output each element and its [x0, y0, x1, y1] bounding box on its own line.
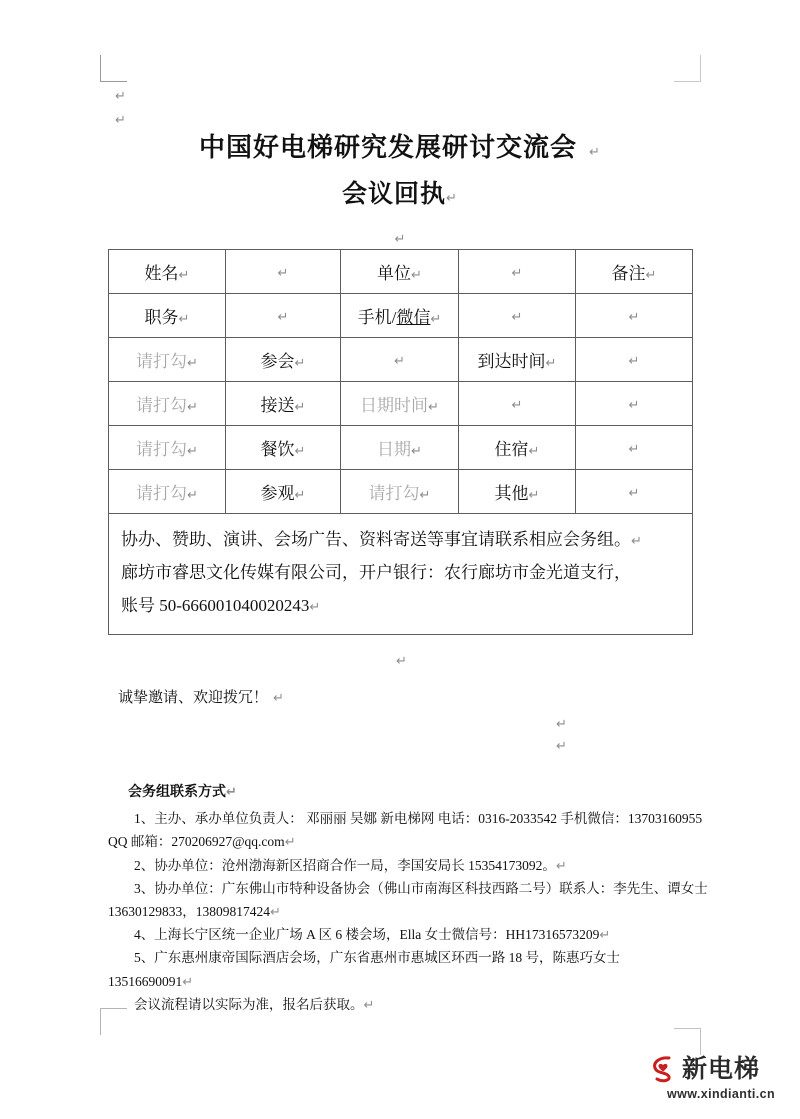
paragraph-mark: ↵: [430, 312, 442, 327]
contact-item: [108, 854, 708, 877]
cell-text: 职务: [144, 308, 179, 327]
paragraph-mark: ↵: [187, 488, 198, 503]
cell-attend-label[interactable]: [226, 338, 341, 382]
cell-accommodation-label[interactable]: [459, 426, 576, 470]
paragraph-mark: ↵: [187, 444, 198, 459]
paragraph-mark: ↵: [556, 717, 567, 732]
paragraph-mark: ↵: [115, 113, 126, 128]
cell-text: 餐饮: [260, 440, 295, 459]
contact-item-text: 3、协办单位：广东佛山市特种设备协会（佛山市南海区科技西路二号）联系人：李先生、谭女士 13630129833，13809817424: [108, 880, 708, 919]
cell-text: 请打勾: [136, 396, 188, 415]
paragraph-mark: ↵: [628, 485, 640, 501]
contact-item: [108, 946, 708, 992]
spacer-paragraph: [396, 652, 407, 670]
paragraph-mark: ↵: [556, 739, 567, 754]
cell-text: 参会: [260, 352, 295, 371]
cell-attend-checkbox[interactable]: [109, 338, 226, 382]
footer-line-text: 廊坊市睿思文化传媒有限公司，开户银行：农行廊坊市金光道支行，: [121, 563, 631, 583]
paragraph-mark: ↵: [273, 691, 284, 706]
cell-visit-checkbox-hint[interactable]: [341, 470, 459, 514]
paragraph-mark: ↵: [446, 191, 458, 207]
crop-mark-top-left: [100, 55, 127, 82]
spacer-paragraph: [0, 230, 800, 248]
contact-item-text: 2、协办单位：沧州渤海新区招商合作一局，李国安局长 15354173092。: [134, 857, 556, 873]
paragraph-mark: ↵: [394, 353, 405, 369]
cell-text: 单位: [377, 264, 412, 283]
cell-text: 其他: [494, 484, 529, 503]
contact-item-text: 5、广东惠州康帝国际酒店会场，广东省惠州市惠城区环西一路 18 号，陈惠巧女士 13516690091: [108, 950, 620, 989]
brand-url: www.xindianti.cn: [666, 1087, 776, 1101]
contacts-heading: [128, 781, 708, 805]
cell-text-plain: 手机/: [357, 308, 397, 327]
page-subtitle: [0, 178, 800, 212]
paragraph-mark: ↵: [419, 488, 431, 503]
contact-item-text: 4、上海长宁区统一企业广场 A 区 6 楼会场，Ella 女士微信号：HH17316573209: [134, 927, 600, 943]
brand-logo-row: [650, 1053, 796, 1085]
paragraph-mark: ↵: [309, 600, 321, 616]
paragraph-mark: ↵: [115, 89, 126, 104]
table-row: [109, 426, 693, 470]
paragraph-mark: ↵: [528, 488, 540, 503]
paragraph-mark: ↵: [628, 353, 640, 369]
paragraph-mark: ↵: [589, 145, 601, 160]
cell-catering-checkbox[interactable]: [109, 426, 226, 470]
brand-logo: [650, 1053, 796, 1105]
cell-position-input[interactable]: [226, 294, 341, 338]
cell-unit-label[interactable]: [341, 250, 459, 294]
cell-remark-label[interactable]: [576, 250, 693, 294]
page-title: [0, 130, 800, 165]
cell-other-label[interactable]: [459, 470, 576, 514]
receipt-table-body: [109, 250, 693, 635]
paragraph-mark: ↵: [628, 309, 640, 325]
paragraph-mark: ↵: [555, 858, 567, 874]
paragraph-mark: ↵: [178, 312, 190, 327]
contact-item: [108, 993, 708, 1016]
paragraph-mark: ↵: [363, 997, 375, 1013]
paragraph-mark: ↵: [178, 268, 190, 283]
paragraph-mark: ↵: [396, 654, 407, 669]
contact-item: [108, 807, 708, 853]
cell-text: 请打勾: [136, 440, 188, 459]
paragraph-mark: ↵: [545, 356, 557, 371]
paragraph-mark: ↵: [294, 488, 306, 503]
contact-item-text: 1、主办、承办单位负责人： 邓丽丽 吴娜 新电梯网 电话：0316-2033542 手机微信：13703160955 QQ 邮箱：270206927@qq.com: [108, 811, 703, 850]
table-row-footer: [109, 514, 693, 635]
brand-name: 新电梯: [682, 1054, 761, 1083]
contact-item-text: 会议流程请以实际为准，报名后获取。: [134, 996, 364, 1012]
elevator-ribbon-icon: [650, 1054, 678, 1084]
cell-arrival-time-label[interactable]: [459, 338, 576, 382]
cell-text: 姓名: [144, 264, 179, 283]
footer-line-text: 协办、赞助、演讲、会场广告、资料寄送等事宜请联系相应会务组。: [121, 530, 631, 549]
paragraph-mark: ↵: [182, 974, 194, 990]
paragraph-mark: ↵: [528, 444, 540, 459]
cell-pickup-checkbox[interactable]: [109, 382, 226, 426]
paragraph-mark: ↵: [187, 400, 198, 415]
paragraph-mark: ↵: [277, 309, 289, 325]
cell-text: 请打勾: [368, 484, 420, 503]
paragraph-mark: ↵: [277, 265, 289, 281]
cell-text: 到达时间: [477, 352, 546, 371]
cell-pickup-blank[interactable]: [459, 382, 576, 426]
footer-line: [121, 589, 680, 622]
paragraph-mark: ↵: [394, 231, 406, 247]
cell-name-label[interactable]: [109, 250, 226, 294]
cell-visit-label[interactable]: [226, 470, 341, 514]
receipt-table: [108, 249, 693, 635]
contacts-block: [108, 781, 708, 1016]
cell-text: 日期: [377, 440, 412, 459]
paragraph-mark: ↵: [511, 397, 523, 413]
cell-visit-checkbox[interactable]: [109, 470, 226, 514]
cell-text: 参观: [260, 484, 295, 503]
table-row: [109, 250, 693, 294]
cell-unit-input[interactable]: [459, 250, 576, 294]
cell-other-input[interactable]: [576, 470, 693, 514]
cell-text: 请打勾: [136, 352, 188, 371]
crop-mark-bottom-right: [674, 1028, 701, 1055]
page-subtitle-text: 会议回执: [342, 181, 447, 209]
cell-position-label[interactable]: [109, 294, 226, 338]
paragraph-mark: ↵: [226, 785, 237, 800]
cell-text: 请打勾: [136, 484, 188, 503]
cell-arrival-time-input[interactable]: [576, 338, 693, 382]
cell-pickup-remark[interactable]: [576, 382, 693, 426]
cell-phone-input[interactable]: [459, 294, 576, 338]
paragraph-mark: ↵: [294, 444, 306, 459]
cell-attend-blank[interactable]: [341, 338, 459, 382]
cell-footer-notice: [109, 514, 693, 635]
table-row: [109, 470, 693, 514]
cell-text: 日期时间: [360, 396, 429, 415]
invitation-text: 诚挚邀请、欢迎拨冗！: [118, 690, 269, 706]
table-row: [109, 294, 693, 338]
footer-line-text: 账号 50-666001040020243: [121, 596, 310, 616]
paragraph-mark: ↵: [631, 534, 642, 549]
cell-accommodation-input[interactable]: [576, 426, 693, 470]
cell-text: 接送: [260, 396, 295, 415]
contact-item: [108, 923, 708, 946]
cell-text: 备注: [611, 264, 646, 283]
crop-mark-top-right: [674, 55, 701, 82]
contact-item: [108, 877, 708, 923]
paragraph-mark: ↵: [411, 268, 422, 283]
page-title-text: 中国好电梯研究发展研讨交流会: [199, 133, 578, 162]
table-row: [109, 338, 693, 382]
paragraph-mark: ↵: [284, 835, 296, 851]
cell-remark-input[interactable]: [576, 294, 693, 338]
cell-text: 住宿: [494, 440, 529, 459]
paragraph-mark: ↵: [294, 400, 306, 415]
paragraph-mark: ↵: [294, 356, 306, 371]
table-row: [109, 382, 693, 426]
cell-catering-label[interactable]: [226, 426, 341, 470]
paragraph-mark: ↵: [411, 444, 422, 459]
paragraph-mark: ↵: [428, 400, 439, 415]
paragraph-mark: ↵: [187, 356, 198, 371]
footer-line: [121, 523, 680, 556]
cell-pickup-label[interactable]: [226, 382, 341, 426]
paragraph-mark: ↵: [511, 309, 523, 325]
paragraph-mark: ↵: [628, 441, 640, 457]
paragraph-mark: ↵: [511, 265, 523, 281]
footer-line: [121, 556, 680, 589]
paragraph-mark: ↵: [270, 904, 281, 920]
contacts-heading-text: 会务组联系方式: [128, 785, 226, 800]
cell-catering-date-hint[interactable]: [341, 426, 459, 470]
paragraph-mark: ↵: [645, 268, 657, 283]
cell-pickup-datetime-hint[interactable]: [341, 382, 459, 426]
title-block: [0, 130, 800, 248]
cell-name-input[interactable]: [226, 250, 341, 294]
paragraph-mark: ↵: [628, 397, 640, 413]
cell-phone-wechat-label[interactable]: [341, 294, 459, 338]
paragraph-mark: ↵: [599, 928, 611, 944]
cell-text-underlined: 微信: [396, 308, 431, 327]
invitation-line: [118, 686, 284, 707]
